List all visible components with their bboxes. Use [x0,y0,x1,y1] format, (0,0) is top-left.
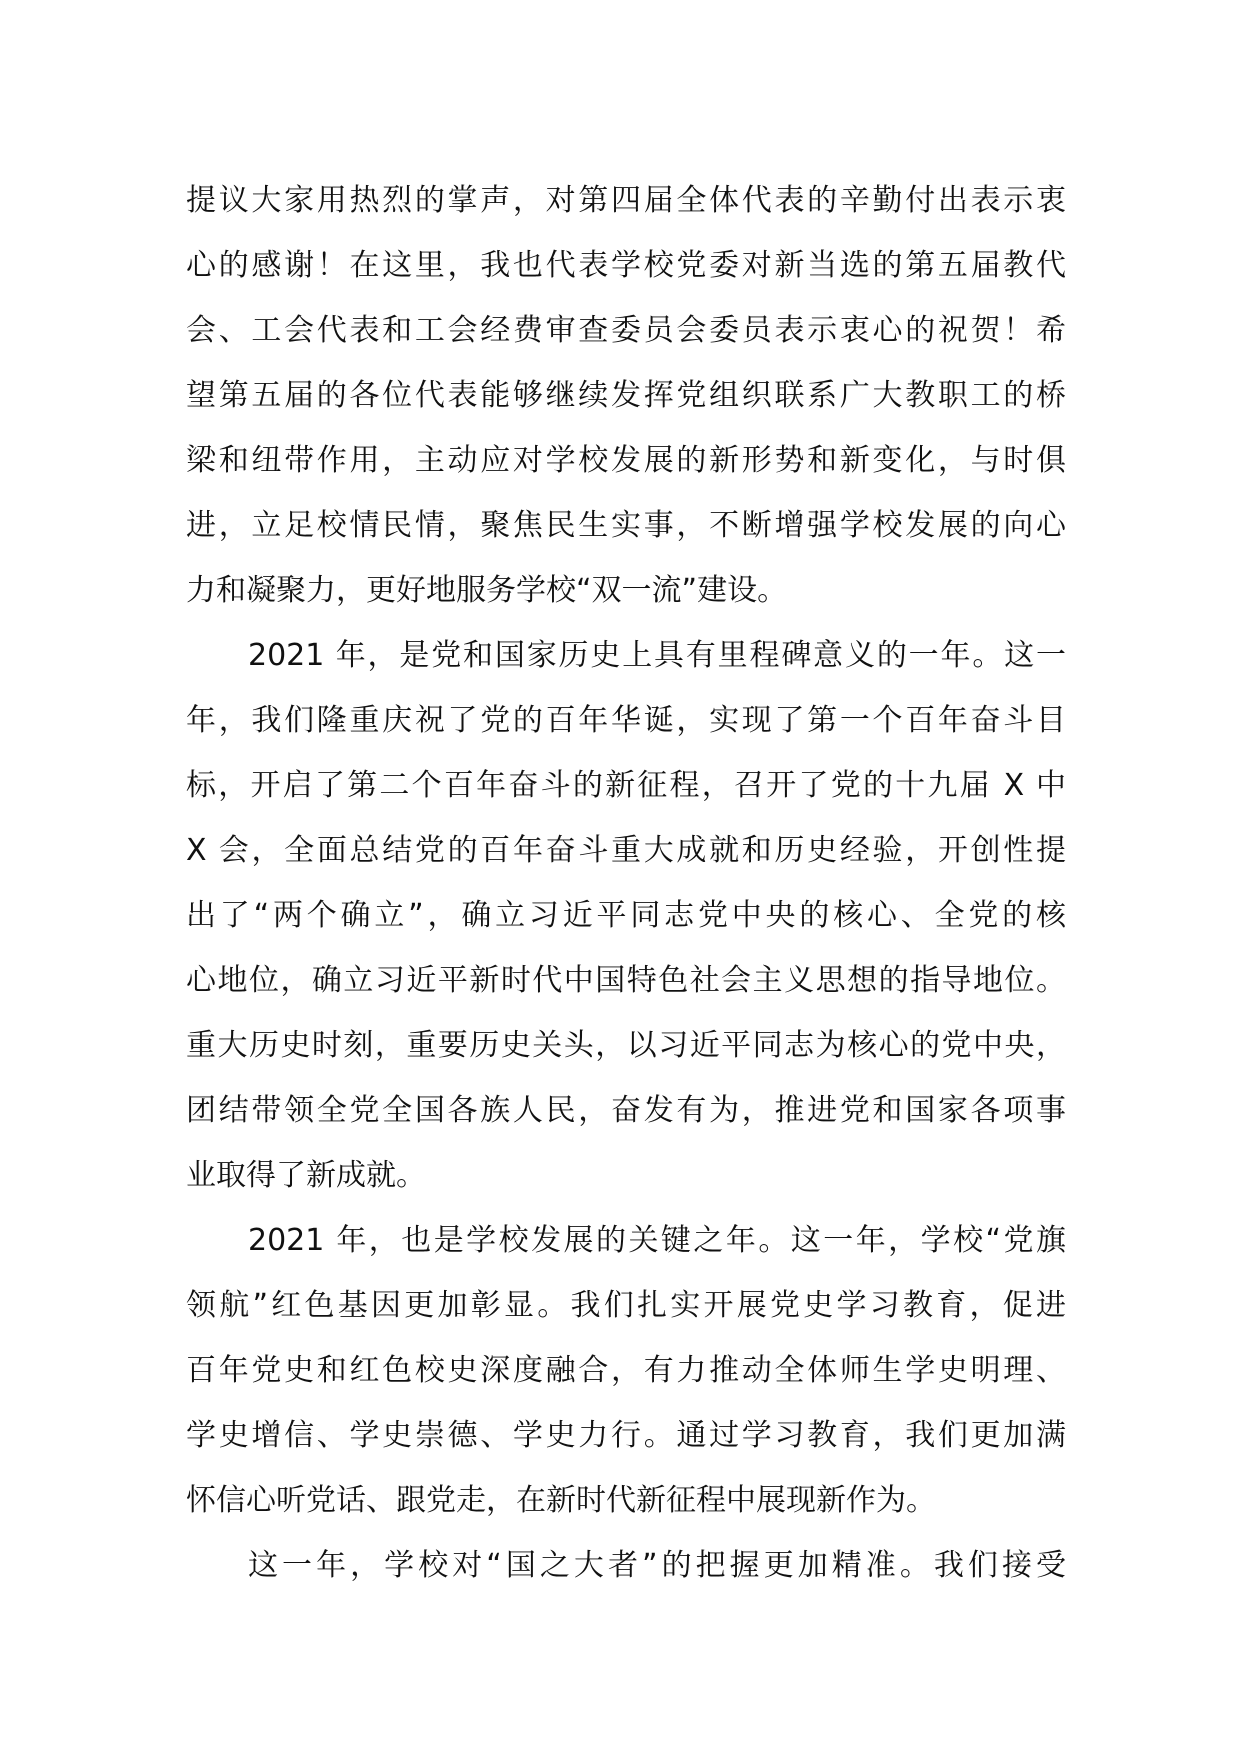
text-line: 提议大家用热烈的掌声，对第四届全体代表的辛勤付出表示衷 [186,183,1066,218]
text-line: 2021 年，是党和国家历史上具有里程碑意义的一年。这一 [248,638,1066,673]
text-line: 重大历史时刻，重要历史关头，以习近平同志为核心的党中央， [186,1028,1066,1063]
paragraph [186,168,1066,623]
text-line: 学史增信、学史崇德、学史力行。通过学习教育，我们更加满 [186,1418,1066,1453]
text-line: 百年党史和红色校史深度融合，有力推动全体师生学史明理、 [186,1353,1066,1388]
paragraph [186,1533,1066,1598]
text-line: 心地位，确立习近平新时代中国特色社会主义思想的指导地位。 [186,963,1066,998]
text-line: 心的感谢！在这里，我也代表学校党委对新当选的第五届教代 [186,248,1066,283]
text-line: 这一年，学校对“国之大者”的把握更加精准。我们接受 [248,1548,1066,1583]
text-line: X 会，全面总结党的百年奋斗重大成就和历史经验，开创性提 [186,833,1066,868]
text-line: 2021 年，也是学校发展的关键之年。这一年，学校“党旗 [248,1223,1066,1258]
text-line: 团结带领全党全国各族人民，奋发有为，推进党和国家各项事 [186,1093,1066,1128]
text-line: 望第五届的各位代表能够继续发挥党组织联系广大教职工的桥 [186,378,1066,413]
text-line: 会、工会代表和工会经费审查委员会委员表示衷心的祝贺！希 [186,313,1066,348]
text-line: 梁和纽带作用，主动应对学校发展的新形势和新变化，与时俱 [186,443,1066,478]
paragraph [186,623,1066,1208]
text-line: 力和凝聚力，更好地服务学校“双一流”建设。 [186,573,788,608]
text-line: 标，开启了第二个百年奋斗的新征程，召开了党的十九届 X 中 [186,768,1066,803]
text-line: 业取得了新成就。 [186,1158,426,1193]
text-line: 进，立足校情民情，聚焦民生实事，不断增强学校发展的向心 [186,508,1066,543]
body-text [186,168,1066,1598]
text-line: 怀信心听党话、跟党走，在新时代新征程中展现新作为。 [186,1483,936,1518]
text-line: 领航”红色基因更加彰显。我们扎实开展党史学习教育，促进 [186,1288,1066,1323]
text-line: 出了“两个确立”，确立习近平同志党中央的核心、全党的核 [186,898,1066,933]
paragraph [186,1208,1066,1533]
text-line: 年，我们隆重庆祝了党的百年华诞，实现了第一个百年奋斗目 [186,703,1066,738]
